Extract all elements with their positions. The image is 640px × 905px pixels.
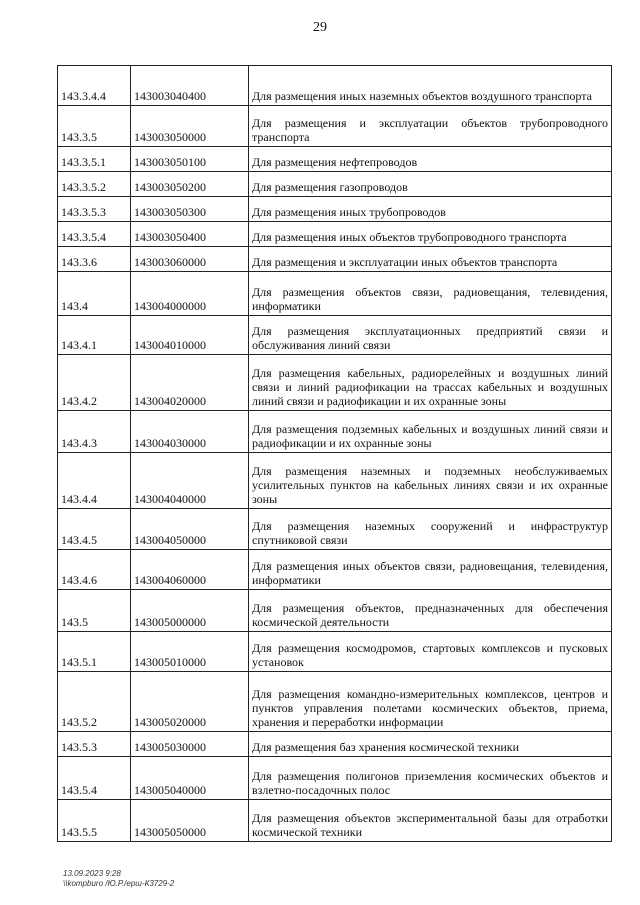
row-number-cell: 143005050000 [131,800,249,842]
table-row [58,800,612,842]
row-code-cell: 143.3.5 [58,106,131,147]
row-code-cell: 143.4.3 [58,411,131,453]
row-number-cell: 143004010000 [131,316,249,355]
row-description-cell: Для размещения иных наземных объектов воздушного транспорта [249,66,612,106]
row-description-cell: Для размещения и эксплуатации объектов трубопроводного транспорта [249,106,612,147]
table-row [58,197,612,222]
table-row [58,590,612,632]
classifier-table [57,65,612,842]
row-code-cell: 143.5.5 [58,800,131,842]
table-row [58,106,612,147]
row-number-cell: 143004060000 [131,550,249,590]
row-code-cell: 143.4 [58,272,131,316]
row-description-cell: Для размещения нефтепроводов [249,147,612,172]
table-row [58,272,612,316]
row-number-cell: 143005040000 [131,757,249,800]
row-description-cell: Для размещения наземных и подземных необслуживаемых усилительных пунктов на кабельных линиях связи и их охранные зоны [249,453,612,509]
row-code-cell: 143.3.5.2 [58,172,131,197]
row-number-cell: 143003050400 [131,222,249,247]
row-code-cell: 143.3.6 [58,247,131,272]
row-number-cell: 143003060000 [131,247,249,272]
row-number-cell: 143003040400 [131,66,249,106]
table-row [58,222,612,247]
table-row [58,147,612,172]
table-row [58,411,612,453]
table-row [58,732,612,757]
row-description-cell: Для размещения объектов, предназначенных для обеспечения космической деятельности [249,590,612,632]
row-description-cell: Для размещения и эксплуатации иных объектов транспорта [249,247,612,272]
row-code-cell: 143.4.2 [58,355,131,411]
row-code-cell: 143.3.5.1 [58,147,131,172]
row-number-cell: 143005000000 [131,590,249,632]
row-code-cell: 143.3.4.4 [58,66,131,106]
table-row [58,355,612,411]
row-description-cell: Для размещения газопроводов [249,172,612,197]
row-description-cell: Для размещения иных трубопроводов [249,197,612,222]
table-row [58,509,612,550]
row-code-cell: 143.5.3 [58,732,131,757]
row-number-cell: 143003050000 [131,106,249,147]
row-code-cell: 143.3.5.3 [58,197,131,222]
row-number-cell: 143004050000 [131,509,249,550]
row-description-cell: Для размещения иных объектов трубопроводного транспорта [249,222,612,247]
table-row [58,672,612,732]
row-description-cell: Для размещения полигонов приземления космических объектов и взлетно-посадочных полос [249,757,612,800]
table-body [58,66,612,842]
row-code-cell: 143.4.5 [58,509,131,550]
footer [63,869,174,889]
row-number-cell: 143003050300 [131,197,249,222]
table-row [58,172,612,197]
row-number-cell: 143003050200 [131,172,249,197]
row-description-cell: Для размещения эксплуатационных предприятий связи и обслуживания линий связи [249,316,612,355]
row-code-cell: 143.5 [58,590,131,632]
row-number-cell: 143004040000 [131,453,249,509]
row-description-cell: Для размещения кабельных, радиорелейных и воздушных линий связи и линий радиофикации на трассах кабельных и воздушных линий связи и радиофикации и их охранные зоны [249,355,612,411]
row-description-cell: Для размещения наземных сооружений и инфраструктур спутниковой связи [249,509,612,550]
row-description-cell: Для размещения объектов связи, радиовещания, телевидения, информатики [249,272,612,316]
row-code-cell: 143.5.1 [58,632,131,672]
table-row [58,247,612,272]
table-row [58,757,612,800]
table-row [58,453,612,509]
table-row [58,66,612,106]
row-code-cell: 143.4.6 [58,550,131,590]
row-number-cell: 143005030000 [131,732,249,757]
page-number: 29 [313,20,327,35]
row-description-cell: Для размещения космодромов, стартовых комплексов и пусковых установок [249,632,612,672]
footer-date: 13.09.2023 9:28 [63,869,121,878]
row-number-cell: 143004000000 [131,272,249,316]
row-number-cell: 143003050100 [131,147,249,172]
row-description-cell: Для размещения иных объектов связи, радиовещания, телевидения, информатики [249,550,612,590]
row-description-cell: Для размещения баз хранения космической техники [249,732,612,757]
footer-path: \\kompburo /Ю.Р./ерш-К3729-2 [63,879,175,888]
table-row [58,550,612,590]
row-code-cell: 143.5.4 [58,757,131,800]
row-number-cell: 143004020000 [131,355,249,411]
row-number-cell: 143004030000 [131,411,249,453]
table-row [58,316,612,355]
row-number-cell: 143005010000 [131,632,249,672]
row-description-cell: Для размещения объектов экспериментальной базы для отработки космической техники [249,800,612,842]
row-number-cell: 143005020000 [131,672,249,732]
row-code-cell: 143.3.5.4 [58,222,131,247]
row-description-cell: Для размещения подземных кабельных и воздушных линий связи и радиофикации и их охранные зоны [249,411,612,453]
row-code-cell: 143.5.2 [58,672,131,732]
row-code-cell: 143.4.1 [58,316,131,355]
table-row [58,632,612,672]
row-description-cell: Для размещения командно-измерительных комплексов, центров и пунктов управления полетами космических объектов, приема, хранения и переработки информации [249,672,612,732]
row-code-cell: 143.4.4 [58,453,131,509]
